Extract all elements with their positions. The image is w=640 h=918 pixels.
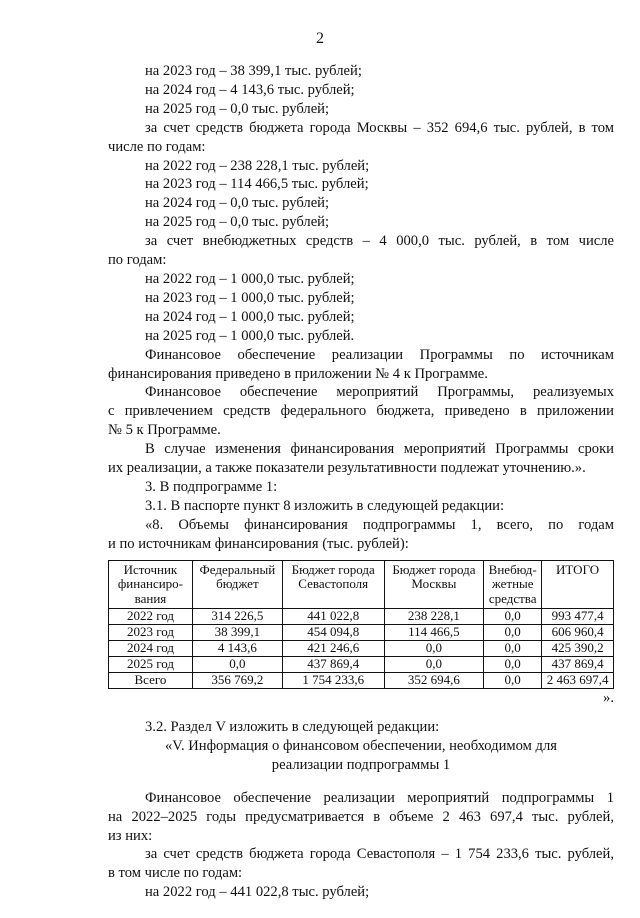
text-line: с привлечением средств федерального бюджета, приведено в приложении [108,403,614,420]
text-line: на 2023 год – 1 000,0 тыс. рублей; [145,289,355,306]
text-line: на 2025 год – 1 000,0 тыс. рублей. [145,327,355,344]
text-line: В случае изменения финансирования мероприятий Программы сроки [145,441,614,458]
text-line: на 2024 год – 1 000,0 тыс. рублей; [145,308,355,325]
table-cell: 0,0 [192,657,282,673]
table-cell: 425 390,2 [542,641,614,657]
text-line: на 2022 год – 1 000,0 тыс. рублей; [145,270,355,287]
text-line: и по источникам финансирования (тыс. рублей): [108,535,409,552]
table-cell: 2023 год [109,625,193,641]
table-row [109,609,614,625]
text-line: на 2023 год – 114 466,5 тыс. рублей; [145,176,369,193]
text-line: 3. В подпрограмме 1: [145,478,278,495]
table-cell: 0,0 [484,609,542,625]
text-line: Финансовое обеспечение реализации Программы по источникам [145,346,614,363]
text-line: на 2025 год – 0,0 тыс. рублей; [145,214,330,231]
table-cell: 4 143,6 [192,641,282,657]
text-line: за счет средств бюджета города Москвы – 352 694,6 тыс. рублей, в том [145,119,614,136]
table-cell: 0,0 [484,657,542,673]
table-cell: 2022 год [109,609,193,625]
table-header: Бюджет города Севастополя [282,560,384,609]
table-cell: Всего [109,673,193,689]
text-line: из них: [108,827,153,844]
table-header-row [109,560,614,609]
text-line: их реализации, а также показатели результативности подлежат уточнению.». [108,460,586,477]
table-cell: 437 869,4 [542,657,614,673]
text-line: 3.2. Раздел V изложить в следующей редакции: [145,718,440,735]
text-line: на 2022 год – 238 228,1 тыс. рублей; [145,157,370,174]
table-header: ИТОГО [542,560,614,609]
table-cell: 0,0 [484,641,542,657]
table-row [109,673,614,689]
text-line: числе по годам: [108,138,206,155]
text-line: в том числе по годам: [108,865,243,882]
table-header: Внебюд-жетные средства [484,560,542,609]
table-cell: 2 463 697,4 [542,673,614,689]
text-line: Финансовое обеспечение мероприятий Программы, реализуемых [145,384,614,401]
table-cell: 0,0 [384,641,484,657]
table-cell: 0,0 [484,673,542,689]
table-cell: 441 022,8 [282,609,384,625]
text-line: на 2024 год – 0,0 тыс. рублей; [145,195,330,212]
text-line: финансирования приведено в приложении № 4 к Программе. [108,365,488,382]
table-header: Бюджет города Москвы [384,560,484,609]
table-cell: 314 226,5 [192,609,282,625]
table-cell: 1 754 233,6 [282,673,384,689]
text-line: за счет внебюджетных средств – 4 000,0 тыс. рублей, в том числе [145,233,614,250]
text-line: на 2024 год – 4 143,6 тыс. рублей; [145,81,355,98]
table-row [109,625,614,641]
table-cell: 993 477,4 [542,609,614,625]
table-row [109,657,614,673]
text-line: по годам: [108,252,167,269]
text-line: «8. Объемы финансирования подпрограммы 1, всего, по годам [145,516,614,533]
document-body [108,62,614,902]
table-cell: 0,0 [484,625,542,641]
table-cell: 356 769,2 [192,673,282,689]
table-header: Источник финансиро-вания [109,560,193,609]
text-line: на 2025 год – 0,0 тыс. рублей; [145,100,330,117]
table-close-quote: ». [603,690,614,707]
text-line: 3.1. В паспорте пункт 8 изложить в следующей редакции: [145,497,504,514]
section-title: реализации подпрограммы 1 [271,756,451,773]
text-line: № 5 к Программе. [108,422,221,439]
text-line: на 2023 год – 38 399,1 тыс. рублей; [145,63,362,79]
text-line: на 2022–2025 годы предусматривается в объеме 2 463 697,4 тыс. рублей, [108,808,614,825]
table-cell: 454 094,8 [282,625,384,641]
section-title: «V. Информация о финансовом обеспечении, необходимом для [165,737,557,754]
table-cell: 437 869,4 [282,657,384,673]
table-cell: 2025 год [109,657,193,673]
table-cell: 421 246,6 [282,641,384,657]
page-number: 2 [316,30,324,47]
table-cell: 0,0 [384,657,484,673]
table-cell: 114 466,5 [384,625,484,641]
table-header: Федеральный бюджет [192,560,282,609]
text-line: Финансовое обеспечение реализации мероприятий подпрограммы 1 [145,789,614,806]
table-cell: 606 960,4 [542,625,614,641]
text-line: за счет средств бюджета города Севастополя – 1 754 233,6 тыс. рублей, [145,846,614,863]
financing-table [108,560,614,690]
table-cell: 38 399,1 [192,625,282,641]
table-cell: 352 694,6 [384,673,484,689]
table-cell: 238 228,1 [384,609,484,625]
table-row [109,641,614,657]
text-line: на 2022 год – 441 022,8 тыс. рублей; [145,884,370,901]
table-cell: 2024 год [109,641,193,657]
